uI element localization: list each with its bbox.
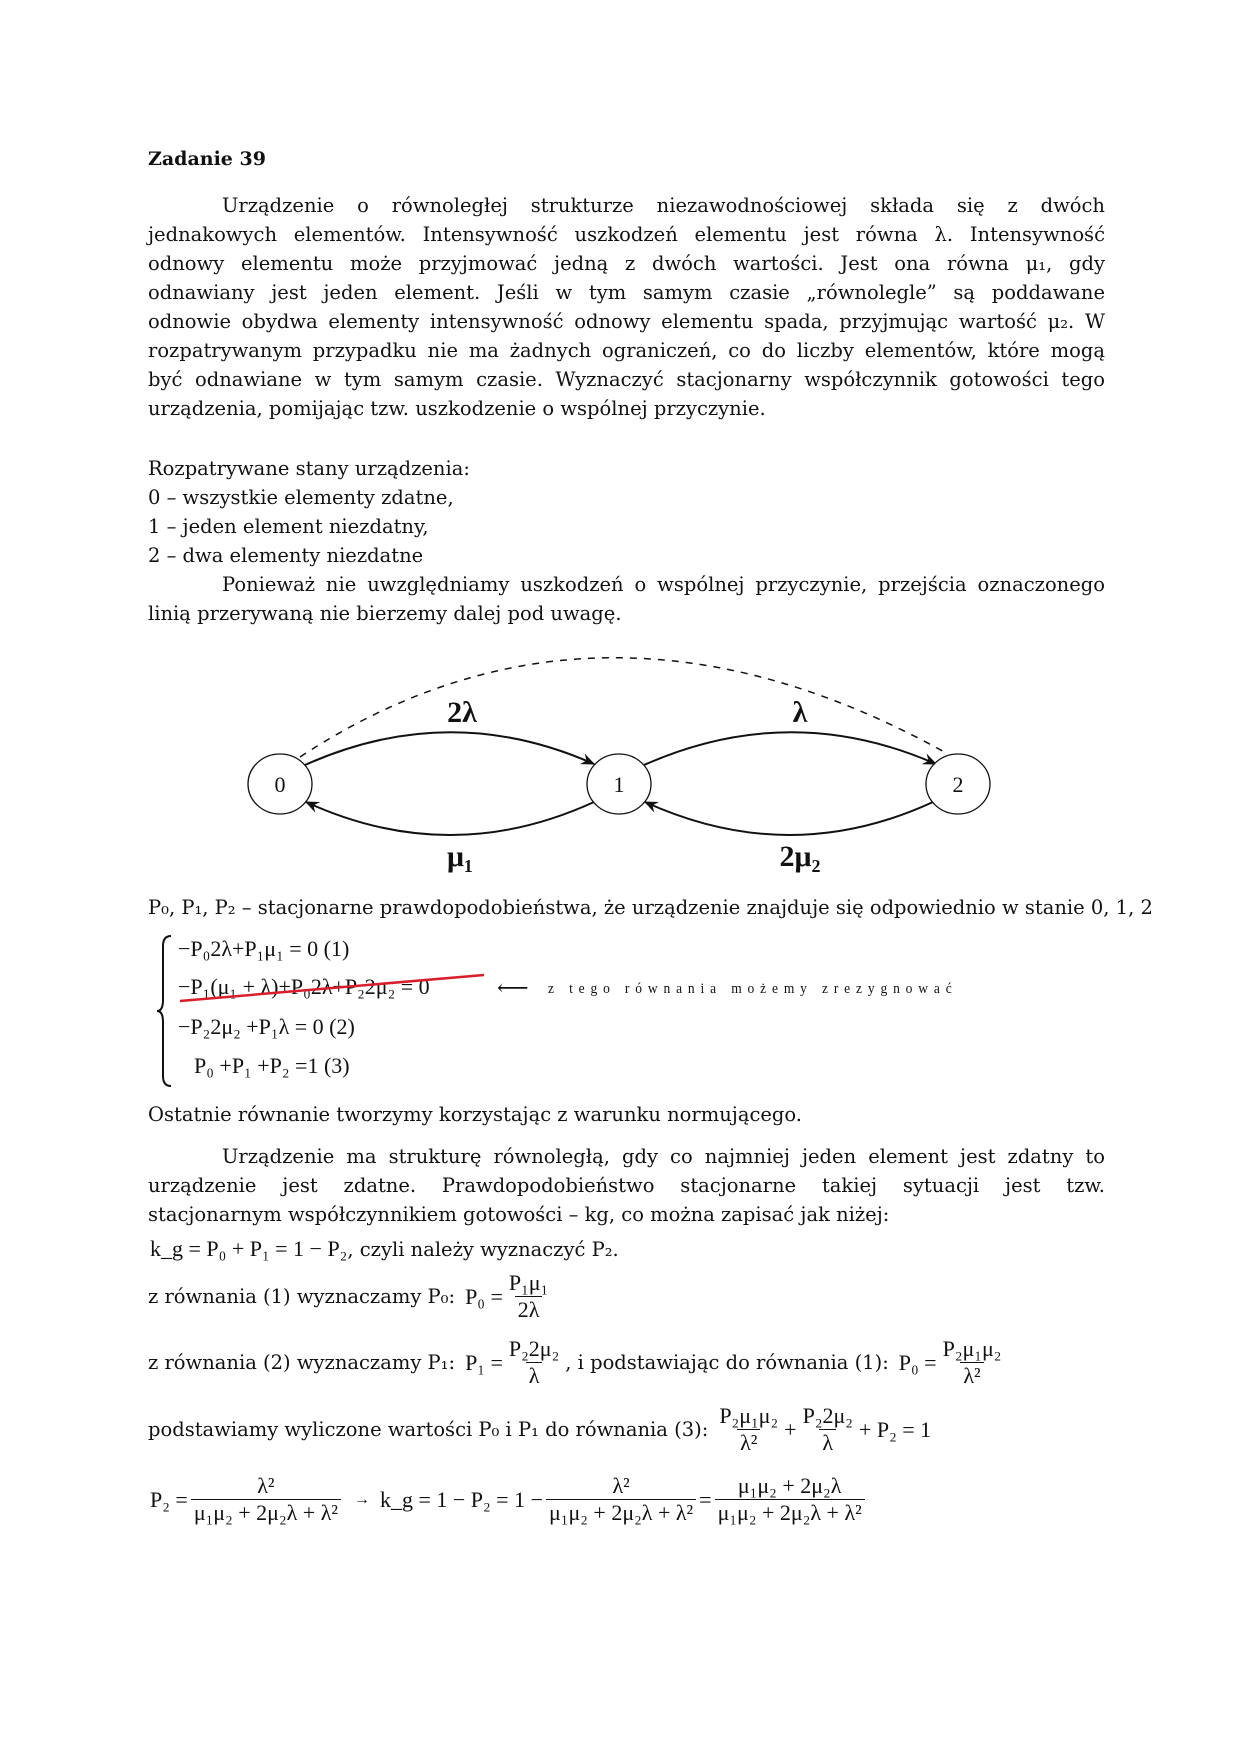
kg-formula: k_g = P₀ + P₁ = 1 − P₂ [150,1236,348,1261]
paragraph-line: Urządzenie ma strukturę równoległą, gdy co najmniej jeden element jest zdatny to [222,1145,1105,1168]
result-lhs: P₂ = [150,1486,188,1512]
step-2-text: z równania (2) wyznaczamy P₁: [148,1351,456,1374]
struck-equation-note: z tego równania możemy zrezygnować [548,981,958,997]
numerator: P₂2μ₂ [508,1336,560,1361]
kg-expression: k_g = 1 − P₂ = 1 − [379,1486,543,1512]
probability-symbols: P₀, P₁, P₂ [148,896,236,919]
paragraph-line: odnowie obydwa elementy intensywność odnowy elementu spada, przyjmując wartość μ₂. W [148,310,1105,333]
denominator: μ₁μ₂ + 2μ₂λ + λ² [546,1499,696,1526]
fraction [940,1336,1005,1389]
transition-1-2 [644,732,936,765]
probability-description: – stacjonarne prawdopodobieństwa, że urządzenie znajduje się odpowiednio w stanie 0, 1, 2 [235,896,1153,919]
denominator: λ [819,1429,836,1456]
edge-label-lambda: λ [792,696,808,729]
normalization-note: Ostatnie równanie tworzymy korzystając z warunku normującego. [148,1103,802,1126]
numerator: λ² [257,1473,275,1498]
edge-label-2lambda: 2λ [447,696,477,729]
denominator: λ² [737,1429,760,1456]
fraction [506,1336,562,1389]
step-2-lhs2: P₀ = [898,1349,937,1375]
paragraph-line: Urządzenie o równoległej strukturze niezawodnościowej składa się z dwóch [222,194,1105,217]
fraction [716,1403,781,1456]
numerator: P₁μ₁ [508,1270,549,1295]
paragraph-line: jednakowych elementów. Intensywność uszkodzeń elementu jest równa λ. Intensywność [148,223,1105,246]
numerator: P₂μ₁μ₂ [942,1336,1002,1361]
numerator: P₂2μ₂ [802,1403,853,1428]
step-2-middle-text: , i podstawiając do równania (1): [565,1351,889,1374]
state-item: 0 – wszystkie elementy zdatne, [148,486,454,509]
note-line: linią przerywaną nie bierzemy dalej pod uwagę. [148,602,622,625]
note-line: Ponieważ nie uwzględniamy uszkodzeń o wspólnej przyczynie, przejścia oznaczonego [222,573,1105,596]
state-node-1-label: 1 [613,772,625,797]
equals-sign: = [699,1486,712,1512]
step-3 [148,1403,931,1456]
edge-label-mu1: μ₁ [446,840,474,873]
paragraph-line: stacjonarnym współczynnikiem gotowości – kg, co można zapisać jak niżej: [148,1203,890,1226]
step-3-text: podstawiamy wyliczone wartości P₀ i P₁ do równania (3): [148,1418,709,1441]
result-formula [150,1473,868,1526]
state-node-0-label: 0 [274,772,286,797]
states-heading: Rozpatrywane stany urządzenia: [148,457,470,480]
state-item: 1 – jeden element niezdatny, [148,515,429,538]
denominator: λ² [960,1362,983,1389]
kg-definition [150,1234,619,1264]
page-title: Zadanie 39 [148,148,266,170]
denominator: λ [526,1362,543,1389]
numerator: λ² [612,1473,630,1498]
fraction [546,1473,696,1526]
equation-2: −P₂2μ₂ +P₁λ = 0 (2) [178,1014,355,1039]
denominator: μ₁μ₂ + 2μ₂λ + λ² [191,1499,341,1526]
plus-sign: + [784,1416,797,1442]
paragraph-line: urządzenia, pomijając tzw. uszkodzenie o wspólnej przyczynie. [148,397,766,420]
fraction [800,1403,856,1456]
denominator: μ₁μ₂ + 2μ₂λ + λ² [715,1499,865,1526]
numerator: μ₁μ₂ + 2μ₂λ [737,1473,842,1498]
fraction [191,1473,341,1526]
edge-label-2mu2: 2μ₂ [779,840,821,873]
equation-struck: −P₁(μ₁ + λ)+P₀2λ+P₂2μ₂ = 0 [178,974,430,999]
paragraph-line: rozpatrywanym przypadku nie ma żadnych ograniczeń, co do liczby elementów, które mogą [148,339,1105,362]
equation-1: −P₀2λ+P₁μ₁ = 0 (1) [178,936,350,961]
state-node-2-label: 2 [952,772,964,797]
equation-3: P₀ +P₁ +P₂ =1 (3) [194,1053,350,1078]
paragraph-line: odnowy elementu może przyjmować jedną z dwóch wartości. Jest ona równa μ₁, gdy [148,252,1105,275]
step-2-lhs: P₁ = [465,1349,503,1375]
kg-text: , czyli należy wyznaczyć P₂. [347,1238,619,1261]
transition-2-1 [645,802,933,835]
fraction [715,1473,865,1526]
strikethrough-line [0,0,600,1100]
availability-paragraph [148,1142,1105,1229]
paragraph-line: urządzenie jest zdatne. Prawdopodobieństwo stacjonarne takiej sytuacji jest tzw. [148,1174,1105,1197]
step-1-lhs: P₀ = [465,1283,503,1309]
step-1-text: z równania (1) wyznaczamy P₀: [148,1285,456,1308]
paragraph-line: odnawiany jest jeden element. Jeśli w tym samym czasie „równolegle” są poddawane [148,281,1105,304]
numerator: P₂μ₁μ₂ [719,1403,779,1428]
left-arrow-icon: ⟵ [497,976,529,1001]
denominator: 2λ [515,1296,543,1323]
fraction [506,1270,551,1323]
step-3-tail: + P₂ = 1 [858,1416,932,1442]
step-1 [148,1270,554,1323]
step-2 [148,1336,1007,1389]
paragraph-line: być odnawiane w tym samym czasie. Wyznaczyć stacjonarny współczynnik gotowości tego [148,368,1105,391]
state-item: 2 – dwa elementy niezdatne [148,544,424,567]
right-arrow-icon: → [353,1490,370,1508]
